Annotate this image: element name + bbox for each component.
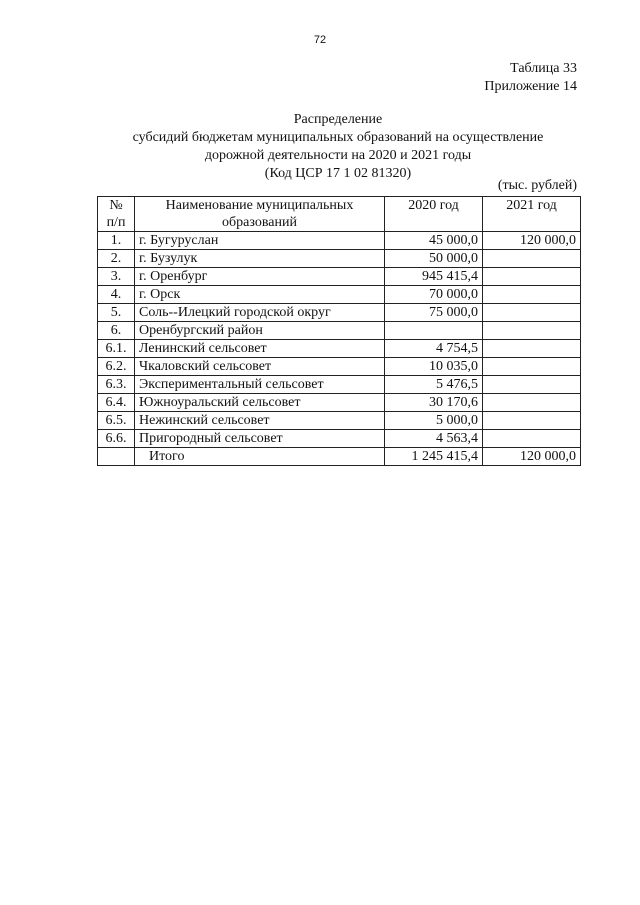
table-label: Таблица 33	[510, 61, 577, 76]
row-name: г. Орск	[135, 286, 385, 304]
table-header-row	[98, 197, 581, 232]
row-name: Южноуральский сельсовет	[135, 394, 385, 412]
row-2021	[483, 430, 581, 448]
total-2020: 1 245 415,4	[385, 448, 483, 466]
header-2021: 2021 год	[483, 197, 581, 232]
row-name: Чкаловский сельсовет	[135, 358, 385, 376]
table-row	[98, 322, 581, 340]
row-name: Нежинский сельсовет	[135, 412, 385, 430]
table-row	[98, 232, 581, 250]
title-line-2: субсидий бюджетам муниципальных образований на осуществление	[132, 130, 544, 145]
row-2021	[483, 286, 581, 304]
row-num: 6.6.	[98, 430, 135, 448]
row-name: г. Бузулук	[135, 250, 385, 268]
table-row	[98, 286, 581, 304]
row-name: Оренбургский район	[135, 322, 385, 340]
row-num: 6.2.	[98, 358, 135, 376]
row-2021	[483, 322, 581, 340]
row-2020: 70 000,0	[385, 286, 483, 304]
row-2020: 5 476,5	[385, 376, 483, 394]
page-number: 72	[313, 34, 327, 46]
row-name: г. Бугуруслан	[135, 232, 385, 250]
header-name: Наименование муниципальных образований	[135, 197, 385, 232]
row-2020: 5 000,0	[385, 412, 483, 430]
row-2020: 4 754,5	[385, 340, 483, 358]
row-2021	[483, 304, 581, 322]
row-num: 6.1.	[98, 340, 135, 358]
row-2021	[483, 376, 581, 394]
row-num: 6.3.	[98, 376, 135, 394]
table-row	[98, 268, 581, 286]
row-num: 6.	[98, 322, 135, 340]
row-2021	[483, 412, 581, 430]
row-2021	[483, 250, 581, 268]
title-line-4: (Код ЦСР 17 1 02 81320)	[264, 166, 412, 181]
table-row	[98, 250, 581, 268]
header-num: № п/п	[98, 197, 135, 232]
row-num: 6.5.	[98, 412, 135, 430]
row-2020: 10 035,0	[385, 358, 483, 376]
row-num: 1.	[98, 232, 135, 250]
total-label: Итого	[135, 448, 385, 466]
table-row	[98, 430, 581, 448]
row-num: 5.	[98, 304, 135, 322]
table-row	[98, 376, 581, 394]
row-name: Экспериментальный сельсовет	[135, 376, 385, 394]
row-2020: 4 563,4	[385, 430, 483, 448]
units-label: (тыс. рублей)	[497, 178, 577, 193]
table-body	[98, 232, 581, 448]
table-row	[98, 304, 581, 322]
row-2021	[483, 268, 581, 286]
subsidy-table	[97, 196, 581, 466]
row-2021: 120 000,0	[483, 232, 581, 250]
row-2020: 45 000,0	[385, 232, 483, 250]
row-2020: 75 000,0	[385, 304, 483, 322]
row-2021	[483, 394, 581, 412]
row-name: Соль--Илецкий городской округ	[135, 304, 385, 322]
total-row	[98, 448, 581, 466]
row-2020: 50 000,0	[385, 250, 483, 268]
title-line-1: Распределение	[293, 112, 383, 127]
row-2021	[483, 358, 581, 376]
title-line-3: дорожной деятельности на 2020 и 2021 годы	[204, 148, 472, 163]
total-2021: 120 000,0	[483, 448, 581, 466]
appendix-label: Приложение 14	[484, 79, 577, 94]
row-num: 3.	[98, 268, 135, 286]
row-2020: 945 415,4	[385, 268, 483, 286]
table-row	[98, 412, 581, 430]
row-name: Пригородный сельсовет	[135, 430, 385, 448]
row-name: г. Оренбург	[135, 268, 385, 286]
table-row	[98, 340, 581, 358]
row-2021	[483, 340, 581, 358]
row-2020	[385, 322, 483, 340]
row-2020: 30 170,6	[385, 394, 483, 412]
table-row	[98, 394, 581, 412]
row-num: 6.4.	[98, 394, 135, 412]
document-title	[96, 111, 580, 183]
row-num: 4.	[98, 286, 135, 304]
table-row	[98, 358, 581, 376]
row-name: Ленинский сельсовет	[135, 340, 385, 358]
row-num: 2.	[98, 250, 135, 268]
header-2020: 2020 год	[385, 197, 483, 232]
